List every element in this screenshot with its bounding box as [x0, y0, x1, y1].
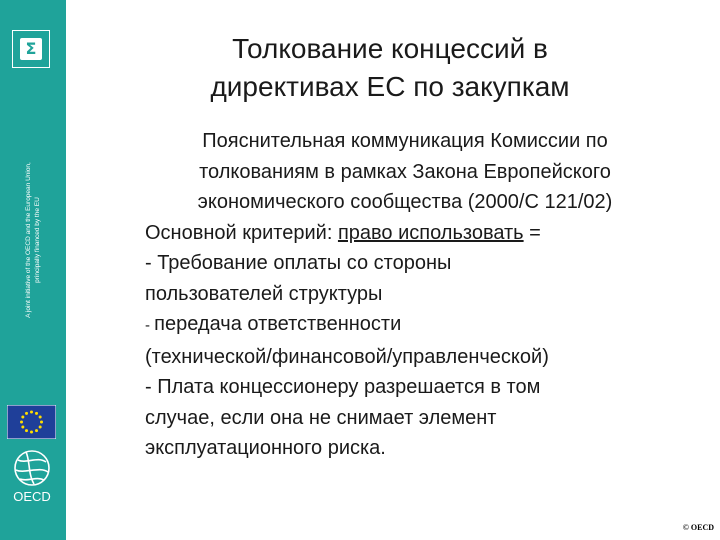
eu-star-icon: [39, 426, 42, 429]
item2-dash: -: [145, 317, 155, 334]
item2-line: (технической/финансовой/управленческой): [145, 345, 549, 368]
oecd-logo-text: OECD: [13, 489, 51, 504]
intro-line: Пояснительная коммуникация Комиссии по: [202, 130, 608, 152]
sidebar-disclaimer-line2: principally financed by the EU: [34, 197, 41, 283]
criterion-suffix: =: [523, 221, 541, 244]
sidebar-disclaimer: [24, 110, 42, 370]
eu-flag-icon: [7, 405, 56, 439]
sigma-icon: Σ: [20, 38, 42, 60]
eu-star-icon: [30, 431, 33, 434]
item3-line: случае, если она не снимает элемент: [145, 406, 497, 429]
eu-star-icon: [39, 416, 42, 419]
intro-line: толкованиям в рамках Закона Европейского: [199, 160, 611, 183]
eu-star-icon: [21, 416, 24, 419]
oecd-logo-icon: [4, 446, 60, 504]
eu-star-icon: [25, 429, 28, 432]
item3-line: эксплуатационного риска.: [145, 437, 386, 459]
slide-title: [150, 30, 630, 106]
intro-paragraph: [145, 126, 665, 218]
eu-star-icon: [35, 429, 38, 432]
criterion-line: [145, 218, 665, 249]
criterion-underlined: право использовать: [337, 221, 524, 244]
sigma-logo: [12, 30, 50, 68]
eu-star-icon: [25, 412, 28, 415]
eu-star-icon: [21, 426, 24, 429]
item1-line: пользователей структуры: [145, 282, 383, 305]
slide-title-line1: Толкование концессий в: [232, 33, 548, 64]
slide-body: [145, 126, 665, 464]
item3-line: - Плата концессионеру разрешается в том: [145, 376, 541, 398]
eu-star-icon: [30, 411, 33, 414]
intro-line: экономического сообщества (2000/С 121/02): [197, 191, 613, 213]
copyright-notice: © OECD: [682, 523, 714, 532]
sidebar-disclaimer-line1: A joint initiative of the OECD and the European Union,: [25, 162, 32, 318]
eu-star-icon: [20, 421, 23, 424]
item2-text: передача ответственности: [154, 313, 402, 335]
eu-star-icon: [35, 412, 38, 415]
item2-line: [145, 309, 665, 342]
slide-title-line2: директивах ЕС по закупкам: [210, 71, 570, 102]
item1-line: - Требование оплаты со стороны: [145, 252, 452, 274]
criterion-prefix: Основной критерий:: [145, 221, 338, 244]
eu-star-icon: [40, 421, 43, 424]
sidebar: [0, 0, 66, 540]
